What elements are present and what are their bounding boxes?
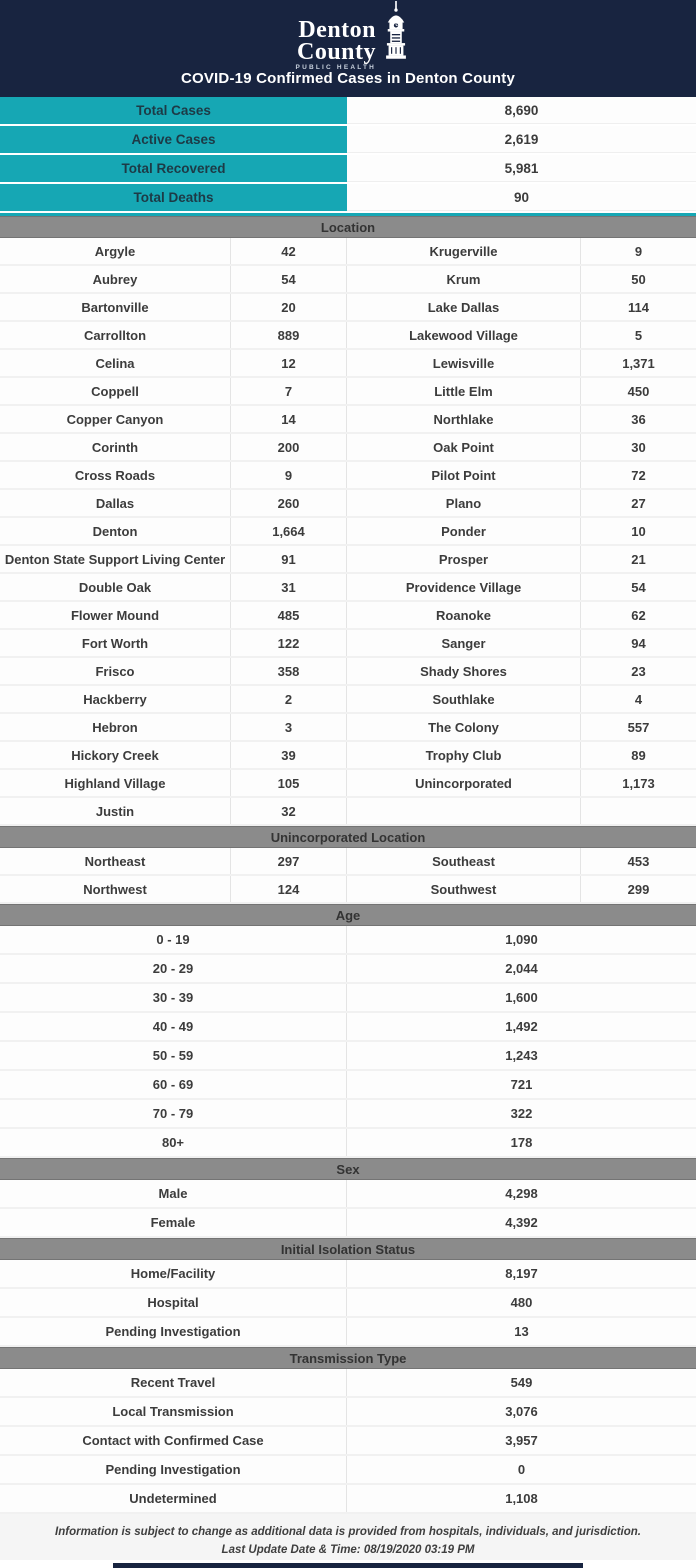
cell-label: 70 - 79 bbox=[0, 1100, 347, 1127]
cell-label: Highland Village bbox=[0, 770, 231, 796]
cell-label: Little Elm bbox=[347, 378, 581, 404]
cell-value: 3,076 bbox=[505, 1404, 538, 1419]
table-row bbox=[0, 378, 696, 406]
table-row bbox=[0, 1100, 696, 1129]
cell-value: 358 bbox=[231, 658, 347, 684]
table-row bbox=[0, 1209, 696, 1238]
cell-value: 10 bbox=[631, 523, 646, 539]
table-row bbox=[0, 658, 696, 686]
table-row bbox=[0, 1071, 696, 1100]
cell-label: Hospital bbox=[0, 1289, 347, 1316]
cell-value: 62 bbox=[631, 607, 646, 623]
section-transmission-type bbox=[0, 1347, 696, 1514]
cell-value: 31 bbox=[231, 574, 347, 600]
cell-value: 4,392 bbox=[505, 1215, 538, 1230]
table-row bbox=[0, 294, 696, 322]
section-header-location: Location bbox=[0, 216, 696, 238]
cell-value: 89 bbox=[631, 747, 646, 763]
table-row bbox=[0, 770, 696, 798]
table-row bbox=[0, 1013, 696, 1042]
section-location bbox=[0, 216, 696, 826]
cell-value: 9 bbox=[634, 243, 643, 259]
table-row bbox=[0, 1485, 696, 1514]
cell-value bbox=[581, 798, 696, 824]
cell-value: 3 bbox=[231, 714, 347, 740]
logo-subtitle: PUBLIC HEALTH bbox=[295, 64, 377, 72]
denton-county-logo bbox=[283, 5, 413, 72]
cell-value: 721 bbox=[510, 1077, 533, 1092]
cell-label: Contact with Confirmed Case bbox=[0, 1427, 347, 1454]
cropped-navy-bar bbox=[113, 1563, 583, 1568]
cell-value: 1,108 bbox=[505, 1491, 538, 1506]
cell-label: Fort Worth bbox=[0, 630, 231, 656]
table-row bbox=[0, 350, 696, 378]
cell-value: 21 bbox=[631, 551, 646, 567]
cell-label: Local Transmission bbox=[0, 1398, 347, 1425]
cell-label: 50 - 59 bbox=[0, 1042, 347, 1069]
cell-label bbox=[347, 798, 581, 824]
cell-label: Aubrey bbox=[0, 266, 231, 292]
cell-value: 36 bbox=[631, 411, 646, 427]
cell-label: Pending Investigation bbox=[0, 1456, 347, 1483]
cell-value: 91 bbox=[231, 546, 347, 572]
table-row bbox=[0, 490, 696, 518]
table-row bbox=[0, 602, 696, 630]
cell-value: 1,173 bbox=[622, 775, 655, 791]
cell-label: Denton bbox=[0, 518, 231, 544]
cell-label: Corinth bbox=[0, 434, 231, 460]
table-row bbox=[0, 1427, 696, 1456]
cell-label: Northeast bbox=[0, 848, 231, 874]
cell-value: 480 bbox=[510, 1295, 533, 1310]
cell-value: 485 bbox=[231, 602, 347, 628]
table-row bbox=[0, 1180, 696, 1209]
cell-value: 114 bbox=[628, 299, 649, 315]
cell-value: 557 bbox=[627, 719, 650, 735]
table-row bbox=[0, 266, 696, 294]
cell-value: 54 bbox=[231, 266, 347, 292]
table-row bbox=[0, 686, 696, 714]
cell-value: 4,298 bbox=[505, 1186, 538, 1201]
cell-value: 72 bbox=[631, 467, 646, 483]
cell-value: 299 bbox=[627, 881, 650, 897]
cell-label: Lake Dallas bbox=[347, 294, 581, 320]
cell-label: Sanger bbox=[347, 630, 581, 656]
cell-label: Hickory Creek bbox=[0, 742, 231, 768]
summary-table bbox=[0, 97, 696, 213]
disclaimer-text: Information is subject to change as additional data is provided from hospitals, individuals, and jurisdiction. bbox=[55, 1526, 641, 1538]
cell-label: Northlake bbox=[347, 406, 581, 432]
cell-value: 2,044 bbox=[505, 961, 538, 976]
summary-label: Total Recovered bbox=[0, 155, 347, 182]
section-header-transmission-type: Transmission Type bbox=[0, 1347, 696, 1369]
table-row bbox=[0, 926, 696, 955]
cell-label: Hebron bbox=[0, 714, 231, 740]
cell-value: 0 bbox=[517, 1462, 526, 1477]
cell-value: 27 bbox=[631, 495, 646, 511]
cell-label: Unincorporated bbox=[347, 770, 581, 796]
cell-label: Providence Village bbox=[347, 574, 581, 600]
table-row bbox=[0, 984, 696, 1013]
section-header-sex: Sex bbox=[0, 1158, 696, 1180]
summary-row bbox=[0, 126, 696, 153]
summary-label: Total Cases bbox=[0, 97, 347, 124]
cell-value: 122 bbox=[231, 630, 347, 656]
summary-value: 8,690 bbox=[347, 97, 696, 124]
cell-value: 297 bbox=[231, 848, 347, 874]
cell-value: 23 bbox=[631, 663, 646, 679]
cell-value: 50 bbox=[631, 271, 646, 287]
table-row bbox=[0, 1369, 696, 1398]
table-row bbox=[0, 462, 696, 490]
section-header-unincorporated-location: Unincorporated Location bbox=[0, 826, 696, 848]
cell-value: 7 bbox=[231, 378, 347, 404]
table-row bbox=[0, 1260, 696, 1289]
cell-label: Krum bbox=[347, 266, 581, 292]
cell-label: Trophy Club bbox=[347, 742, 581, 768]
cell-value: 1,371 bbox=[622, 355, 655, 371]
cell-label: Male bbox=[0, 1180, 347, 1207]
cell-value: 4 bbox=[634, 691, 643, 707]
cell-label: Home/Facility bbox=[0, 1260, 347, 1287]
cell-label: Coppell bbox=[0, 378, 231, 404]
cell-value: 54 bbox=[631, 579, 646, 595]
cell-value: 39 bbox=[231, 742, 347, 768]
page-header bbox=[0, 0, 696, 97]
cell-label: Roanoke bbox=[347, 602, 581, 628]
cell-value: 200 bbox=[231, 434, 347, 460]
cell-label: Dallas bbox=[0, 490, 231, 516]
cell-value: 30 bbox=[631, 439, 646, 455]
cell-label: Oak Point bbox=[347, 434, 581, 460]
table-row bbox=[0, 406, 696, 434]
cell-label: Lewisville bbox=[347, 350, 581, 376]
cell-label: Ponder bbox=[347, 518, 581, 544]
cell-value: 32 bbox=[231, 798, 347, 824]
table-row bbox=[0, 714, 696, 742]
summary-label: Active Cases bbox=[0, 126, 347, 153]
cell-label: 80+ bbox=[0, 1129, 347, 1156]
section-initial-isolation-status bbox=[0, 1238, 696, 1347]
cell-value: 20 bbox=[231, 294, 347, 320]
cell-label: Prosper bbox=[347, 546, 581, 572]
table-row bbox=[0, 1398, 696, 1427]
section-age bbox=[0, 904, 696, 1158]
cell-label: Flower Mound bbox=[0, 602, 231, 628]
cell-label: The Colony bbox=[347, 714, 581, 740]
cell-value: 9 bbox=[231, 462, 347, 488]
table-row bbox=[0, 434, 696, 462]
table-row bbox=[0, 1129, 696, 1158]
logo-line2: County bbox=[296, 39, 377, 66]
section-unincorporated-location bbox=[0, 826, 696, 904]
table-row bbox=[0, 1042, 696, 1071]
section-header-age: Age bbox=[0, 904, 696, 926]
cell-value: 3,957 bbox=[505, 1433, 538, 1448]
page-footer bbox=[0, 1514, 696, 1560]
cell-label: Bartonville bbox=[0, 294, 231, 320]
table-row bbox=[0, 848, 696, 876]
cell-value: 1,664 bbox=[231, 518, 347, 544]
cell-value: 1,600 bbox=[505, 990, 538, 1005]
cell-value: 14 bbox=[231, 406, 347, 432]
cell-label: Justin bbox=[0, 798, 231, 824]
summary-label: Total Deaths bbox=[0, 184, 347, 211]
cell-label: Southeast bbox=[347, 848, 581, 874]
table-row bbox=[0, 1289, 696, 1318]
cell-label: Northwest bbox=[0, 876, 231, 902]
cell-value: 260 bbox=[231, 490, 347, 516]
table-row bbox=[0, 322, 696, 350]
cell-label: Plano bbox=[347, 490, 581, 516]
cell-label: Celina bbox=[0, 350, 231, 376]
cell-label: 40 - 49 bbox=[0, 1013, 347, 1040]
cell-label: 30 - 39 bbox=[0, 984, 347, 1011]
cell-value: 13 bbox=[514, 1324, 529, 1339]
logo-text bbox=[283, 19, 376, 71]
cell-value: 178 bbox=[510, 1135, 533, 1150]
cell-label: Lakewood Village bbox=[347, 322, 581, 348]
cell-value: 12 bbox=[231, 350, 347, 376]
cell-label: Denton State Support Living Center bbox=[0, 546, 231, 572]
cell-value: 124 bbox=[231, 876, 347, 902]
table-row bbox=[0, 955, 696, 984]
cell-value: 549 bbox=[510, 1375, 533, 1390]
table-row bbox=[0, 742, 696, 770]
summary-row bbox=[0, 184, 696, 211]
cell-label: 20 - 29 bbox=[0, 955, 347, 982]
cell-label: Krugerville bbox=[347, 238, 581, 264]
cell-label: Cross Roads bbox=[0, 462, 231, 488]
logo-line1: Denton bbox=[298, 17, 377, 43]
cell-value: 889 bbox=[231, 322, 347, 348]
last-update-text: Last Update Date & Time: 08/19/2020 03:19 PM bbox=[221, 1543, 475, 1556]
table-row bbox=[0, 518, 696, 546]
cell-label: Undetermined bbox=[0, 1485, 347, 1512]
table-row bbox=[0, 238, 696, 266]
cell-value: 450 bbox=[627, 383, 650, 399]
cell-label: Southwest bbox=[347, 876, 581, 902]
cell-label: Frisco bbox=[0, 658, 231, 684]
cell-label: Copper Canyon bbox=[0, 406, 231, 432]
table-row bbox=[0, 1456, 696, 1485]
cell-label: Recent Travel bbox=[0, 1369, 347, 1396]
section-header-initial-isolation-status: Initial Isolation Status bbox=[0, 1238, 696, 1260]
summary-row bbox=[0, 155, 696, 182]
summary-row bbox=[0, 97, 696, 124]
cell-value: 2 bbox=[231, 686, 347, 712]
cell-value: 42 bbox=[231, 238, 347, 264]
cell-label: Argyle bbox=[0, 238, 231, 264]
cell-label: Pending Investigation bbox=[0, 1318, 347, 1345]
summary-value: 5,981 bbox=[347, 155, 696, 182]
cell-label: Double Oak bbox=[0, 574, 231, 600]
table-row bbox=[0, 546, 696, 574]
table-row bbox=[0, 1318, 696, 1347]
data-sections bbox=[0, 216, 696, 1514]
cell-label: 0 - 19 bbox=[0, 926, 347, 953]
table-row bbox=[0, 574, 696, 602]
cell-label: Southlake bbox=[347, 686, 581, 712]
table-row bbox=[0, 630, 696, 658]
cell-label: Shady Shores bbox=[347, 658, 581, 684]
cell-label: Carrollton bbox=[0, 322, 231, 348]
cell-value: 94 bbox=[631, 635, 646, 651]
summary-value: 2,619 bbox=[347, 126, 696, 153]
cell-label: Hackberry bbox=[0, 686, 231, 712]
cell-label: 60 - 69 bbox=[0, 1071, 347, 1098]
cell-value: 453 bbox=[627, 853, 650, 869]
table-row bbox=[0, 876, 696, 904]
cell-value: 105 bbox=[231, 770, 347, 796]
cell-value: 1,243 bbox=[505, 1048, 538, 1063]
cell-value: 1,492 bbox=[505, 1019, 538, 1034]
cell-value: 8,197 bbox=[505, 1266, 538, 1281]
cell-value: 5 bbox=[634, 327, 643, 343]
page-title: COVID-19 Confirmed Cases in Denton County bbox=[180, 70, 516, 87]
section-sex bbox=[0, 1158, 696, 1238]
cell-value: 1,090 bbox=[505, 932, 538, 947]
cell-label: Pilot Point bbox=[347, 462, 581, 488]
cell-value: 322 bbox=[510, 1106, 533, 1121]
table-row bbox=[0, 798, 696, 826]
courthouse-tower-icon bbox=[379, 1, 413, 67]
summary-value: 90 bbox=[347, 184, 696, 211]
cell-label: Female bbox=[0, 1209, 347, 1236]
